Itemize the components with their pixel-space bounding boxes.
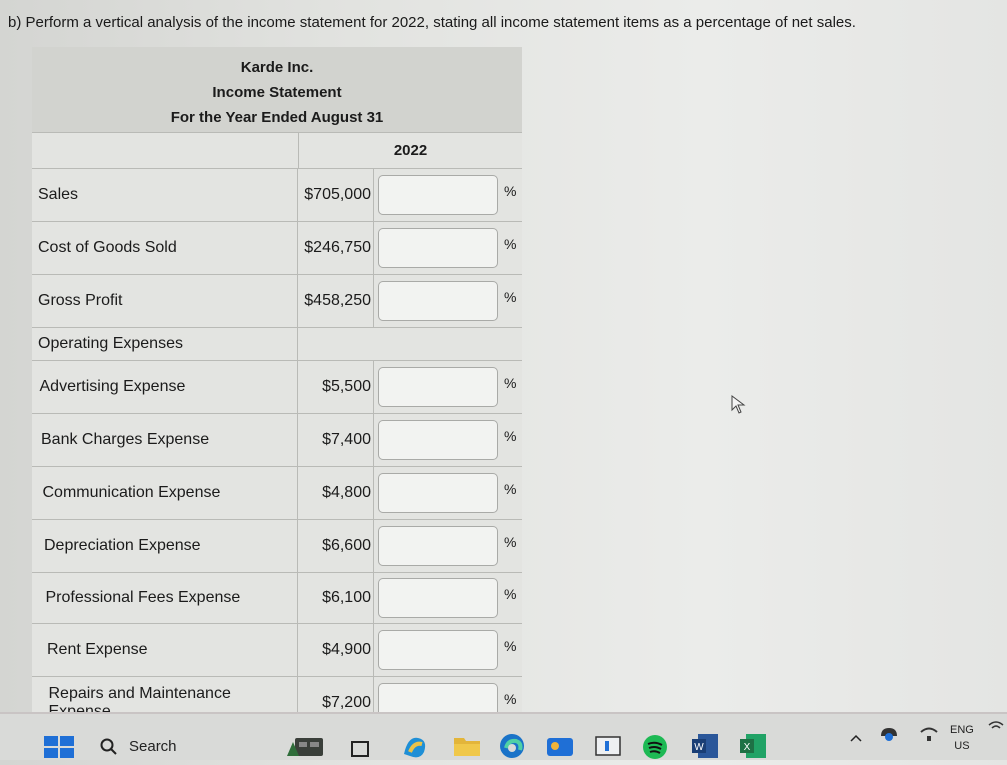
row-label: Repairs and Maintenance	[32, 677, 298, 729]
percent-sign: %	[504, 586, 517, 602]
percent-cell	[374, 275, 522, 327]
percent-cell	[374, 467, 522, 519]
percent-input[interactable]	[378, 175, 498, 215]
row-amount: $246,750	[298, 222, 374, 274]
income-statement-table	[32, 47, 522, 730]
percent-cell	[374, 361, 522, 413]
statement-rows	[32, 169, 522, 730]
row-amount	[298, 328, 374, 360]
statement-title: Income Statement	[212, 84, 342, 101]
statement-row	[32, 414, 522, 467]
word-icon[interactable]	[690, 732, 720, 765]
row-label: Rent Expense	[32, 624, 298, 676]
task-view-icon[interactable]	[350, 738, 370, 763]
svg-text:W: W	[694, 742, 704, 753]
percent-input[interactable]	[378, 367, 498, 407]
search-box[interactable]: Search	[129, 738, 177, 755]
statement-header	[32, 47, 522, 133]
copilot-icon[interactable]	[400, 734, 430, 765]
windows-start-icon[interactable]	[44, 736, 74, 763]
row-amount: $6,100	[298, 573, 374, 623]
wifi-icon[interactable]	[988, 720, 1004, 739]
row-amount: $7,200	[298, 677, 374, 729]
region-code: US	[954, 740, 970, 752]
excel-icon[interactable]	[738, 732, 768, 765]
row-amount: $4,800	[298, 467, 374, 519]
percent-cell	[374, 222, 522, 274]
app-window-icon[interactable]	[595, 736, 621, 761]
row-label: Communication Expense	[32, 467, 298, 519]
network-icon[interactable]	[918, 724, 940, 749]
percent-sign: %	[504, 183, 517, 199]
svg-text:X: X	[743, 742, 751, 753]
edge-browser-icon[interactable]	[498, 732, 526, 765]
percent-input[interactable]	[378, 578, 498, 618]
statement-row	[32, 573, 522, 624]
percent-sign: %	[504, 375, 517, 391]
spotify-icon[interactable]	[642, 734, 668, 765]
row-label: Sales	[32, 169, 298, 221]
row-label: Gross Profit	[32, 275, 298, 327]
row-label: Depreciation Expense	[32, 520, 298, 572]
percent-input[interactable]	[378, 281, 498, 321]
row-amount: $5,500	[298, 361, 374, 413]
row-label: Advertising Expense	[32, 361, 298, 413]
percent-sign: %	[504, 289, 517, 305]
year-header-row	[32, 133, 522, 169]
row-label: Bank Charges Expense	[32, 414, 298, 466]
percent-input[interactable]	[378, 526, 498, 566]
statement-row	[32, 624, 522, 677]
statement-period: For the Year Ended August 31	[170, 109, 384, 126]
percent-sign: %	[504, 691, 517, 707]
statement-row	[32, 222, 522, 275]
language-indicator[interactable]	[950, 722, 974, 754]
percent-input[interactable]	[378, 420, 498, 460]
percent-cell	[374, 624, 522, 676]
row-amount: $6,600	[298, 520, 374, 572]
percent-cell	[374, 573, 522, 623]
chevron-up-icon[interactable]	[850, 730, 862, 748]
statement-row	[32, 520, 522, 573]
row-amount: $4,900	[298, 624, 374, 676]
row-amount: $458,250	[298, 275, 374, 327]
store-icon[interactable]	[545, 734, 575, 763]
statement-row	[32, 169, 522, 222]
percent-input[interactable]	[378, 473, 498, 513]
company-name: Karde Inc.	[240, 59, 314, 76]
row-label: Professional Fees Expense	[32, 573, 298, 623]
file-explorer-icon[interactable]	[452, 734, 482, 763]
widgets-icon[interactable]	[285, 732, 325, 763]
row-amount: $705,000	[298, 169, 374, 221]
percent-cell	[374, 169, 522, 221]
year-header: 2022	[393, 142, 428, 159]
row-label: Cost of Goods Sold	[32, 222, 298, 274]
percent-cell	[374, 520, 522, 572]
statement-row	[32, 275, 522, 328]
percent-sign: %	[504, 534, 517, 550]
percent-sign: %	[504, 638, 517, 654]
mouse-cursor-icon	[731, 395, 747, 420]
taskbar	[0, 712, 1007, 760]
language-code: ENG	[950, 724, 974, 736]
row-label: Operating Expenses	[32, 328, 298, 360]
statement-row	[32, 467, 522, 520]
statement-row	[32, 328, 522, 361]
percent-cell	[374, 328, 522, 360]
percent-input[interactable]	[378, 630, 498, 670]
app-tray-icon[interactable]	[878, 724, 900, 749]
percent-sign: %	[504, 481, 517, 497]
question-text: b) Perform a vertical analysis of the income statement for 2022, stating all income statement items as a percentage of net sales.	[8, 14, 856, 31]
row-amount: $7,400	[298, 414, 374, 466]
percent-sign: %	[504, 428, 517, 444]
percent-sign: %	[504, 236, 517, 252]
percent-input[interactable]	[378, 228, 498, 268]
statement-row	[32, 361, 522, 414]
percent-cell	[374, 414, 522, 466]
